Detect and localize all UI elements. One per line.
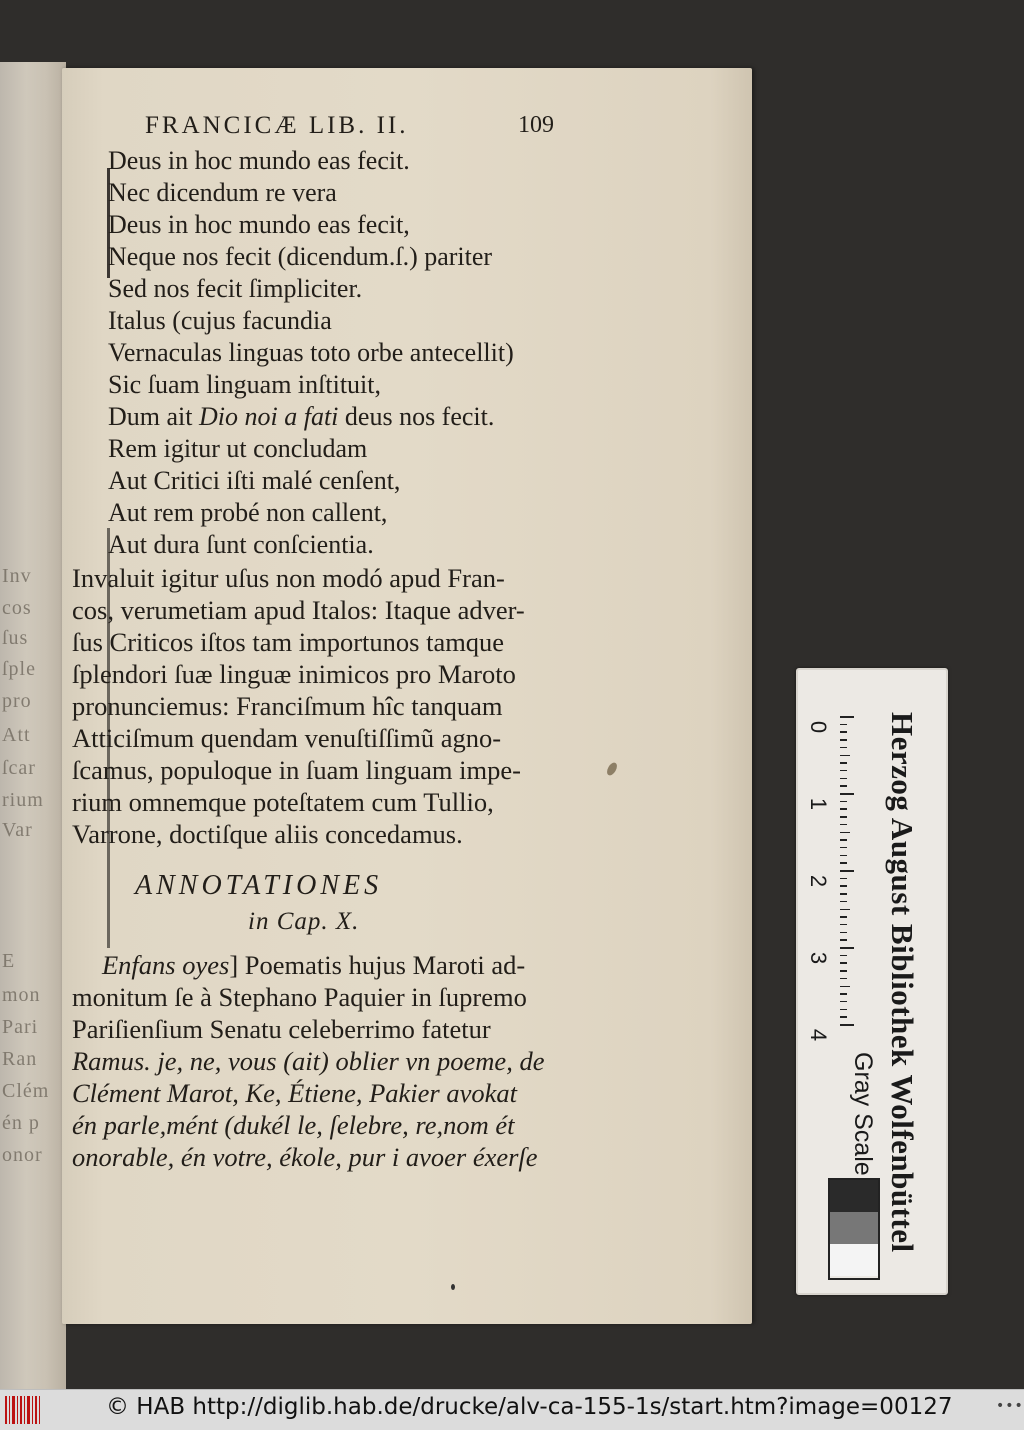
ghost-line: Var — [2, 819, 33, 841]
ruler-tick — [840, 955, 847, 957]
prose-line: ſcamus, populoque in ſuam linguam impe- — [72, 755, 521, 785]
verse-line: Rem igitur ut concludam — [108, 434, 368, 463]
annotations-heading: ANNOTATIONES — [135, 870, 383, 901]
running-head: FRANCICÆ LIB. II. — [145, 112, 409, 139]
ruler-tick — [840, 924, 847, 926]
verse-line: Sed nos fecit ſimpliciter. — [108, 274, 363, 303]
note-line — [102, 950, 580, 981]
ruler-tick — [840, 832, 850, 834]
note-line: Ramus. je, ne, vous (ait) oblier vn poeme, de — [72, 1046, 545, 1076]
swatch-light — [830, 1244, 878, 1276]
ruler-tick — [840, 778, 847, 780]
ruler-number: 2 — [806, 874, 832, 888]
ruler-tick — [840, 909, 850, 911]
prose-line: cos, verumetiam apud Italos: Itaque adver- — [72, 595, 525, 625]
note-line: én parle,mént (dukél le, ſelebre, re,nom ét — [72, 1110, 515, 1140]
ruler-tick — [840, 978, 847, 980]
ruler-tick — [840, 724, 847, 726]
ruler-tick — [840, 793, 854, 795]
ghost-line: én p — [2, 1112, 40, 1134]
ghost-line: Clém — [2, 1080, 50, 1102]
ghost-line: Inv — [2, 565, 32, 587]
ruler-number: 1 — [806, 797, 832, 811]
ghost-line: mon — [2, 984, 41, 1006]
verse-line: Nec dicendum re vera — [108, 178, 337, 207]
ruler-tick — [840, 801, 847, 803]
ruler-tick — [840, 839, 847, 841]
prose-line: pronunciemus: Franciſmum hîc tanquam — [72, 691, 503, 721]
note-line: Pariſienſium Senatu celeberrimo fatetur — [72, 1014, 491, 1044]
ghost-line: ſcar — [2, 757, 36, 779]
ghost-line: cos — [2, 597, 32, 619]
annotations-subheading: in Cap. X. — [248, 908, 360, 935]
barcode-icon — [4, 1394, 42, 1426]
ruler-tick — [840, 855, 847, 857]
verse-line: Neque nos fecit (dicendum.ſ.) pariter — [108, 242, 493, 271]
ruler-number: 4 — [806, 1028, 832, 1042]
ruler-tick — [840, 847, 847, 849]
ghost-line: ſple — [2, 658, 36, 680]
more-icon[interactable]: ••• — [996, 1398, 1024, 1414]
copyright-url[interactable]: © HAB http://diglib.hab.de/drucke/alv-ca-155-1s/start.htm?image=00127 — [106, 1394, 953, 1420]
footer-bar — [0, 1389, 1024, 1430]
verse-text: deus nos fecit. — [338, 402, 495, 431]
ruler-tick — [840, 986, 850, 988]
verse-line: Italus (cujus facundia — [108, 306, 332, 335]
ruler-tick — [840, 716, 854, 718]
ghost-line: E — [2, 950, 16, 972]
note-lemma: Enfans oyes — [102, 950, 230, 980]
verse-line: Aut rem probé non callent, — [108, 498, 388, 527]
ghost-line: onor — [2, 1144, 43, 1166]
ruler-tick — [840, 1001, 847, 1003]
ruler-tick — [840, 755, 850, 757]
prose-line: rium omnemque poteſtatem cum Tullio, — [72, 787, 494, 817]
ruler-tick — [840, 1009, 847, 1011]
ruler-tick — [840, 739, 847, 741]
prose-line: ſus Criticos iſtos tam importunos tamque — [72, 627, 505, 657]
note-line: onorable, én votre, ékole, pur i avoer éxerſe — [72, 1142, 538, 1172]
ruler-tick — [840, 878, 847, 880]
verse-line: Vernaculas linguas toto orbe antecellit) — [108, 338, 514, 367]
ruler-tick — [840, 1024, 854, 1026]
ruler-tick — [840, 770, 847, 772]
ruler-tick — [840, 747, 847, 749]
centimeter-ruler — [840, 716, 852, 1034]
verse-italic-text: Dio noi a fati — [199, 402, 339, 431]
ghost-line: Att — [2, 724, 31, 746]
ghost-line: ſus — [2, 627, 29, 649]
prose-line: Invaluit igitur uſus non modó apud Fran- — [72, 563, 505, 593]
verse-line: Deus in hoc mundo eas fecit, — [108, 210, 410, 239]
note-line: monitum ſe à Stephano Paquier in ſupremo — [72, 982, 527, 1012]
paper-blemish — [451, 1284, 455, 1290]
ruler-tick — [840, 824, 847, 826]
prose-line: Atticiſmum quendam venuſtiſſimũ agno- — [72, 723, 502, 753]
gray-swatches — [828, 1178, 880, 1280]
ruler-tick — [840, 947, 854, 949]
ruler-tick — [840, 862, 847, 864]
verse-text: Dum ait — [108, 402, 199, 431]
ghost-line: Pari — [2, 1016, 39, 1038]
verse-line: Aut Critici iſti malé cenſent, — [108, 466, 401, 495]
ruler-tick — [840, 808, 847, 810]
ruler-tick — [840, 870, 854, 872]
ruler-tick — [840, 993, 847, 995]
swatch-dark — [830, 1180, 878, 1212]
ghost-line: rium — [2, 789, 44, 811]
page-number: 109 — [518, 112, 554, 138]
prose-line: ſplendori ſuæ linguæ inimicos pro Maroto — [72, 659, 516, 689]
ruler-tick — [840, 893, 847, 895]
ruler-number: 0 — [806, 720, 832, 734]
swatch-mid — [830, 1212, 878, 1244]
ruler-tick — [840, 731, 847, 733]
ruler-tick — [840, 932, 847, 934]
ruler-tick — [840, 762, 847, 764]
ruler-tick — [840, 785, 847, 787]
gray-scale-label: Gray Scale — [849, 1052, 877, 1176]
ruler-tick — [840, 916, 847, 918]
verse-line: Aut dura ſunt conſcientia. — [108, 530, 374, 559]
note-line: Clément Marot, Ke, Étiene, Pakier avokat — [72, 1078, 517, 1108]
ruler-tick — [840, 962, 847, 964]
ruler-tick — [840, 885, 847, 887]
ghost-line: Ran — [2, 1048, 38, 1070]
verse-line: Sic ſuam linguam inſtituit, — [108, 370, 381, 399]
ruler-number: 3 — [806, 951, 832, 965]
verse-line: Deus in hoc mundo eas fecit. — [108, 146, 410, 175]
ruler-tick — [840, 970, 847, 972]
note-text: ] Poematis hujus Maroti ad- — [229, 950, 526, 980]
ruler-tick — [840, 939, 847, 941]
ruler-tick — [840, 816, 847, 818]
ghost-line: pro — [2, 690, 32, 712]
prose-line: Varrone, doctiſque aliis concedamus. — [72, 819, 463, 849]
verse-line-with-italic — [108, 402, 494, 432]
ruler-tick — [840, 901, 847, 903]
library-name: Herzog August Bibliothek Wolfenbüttel — [885, 712, 920, 1253]
ruler-tick — [840, 1016, 847, 1018]
